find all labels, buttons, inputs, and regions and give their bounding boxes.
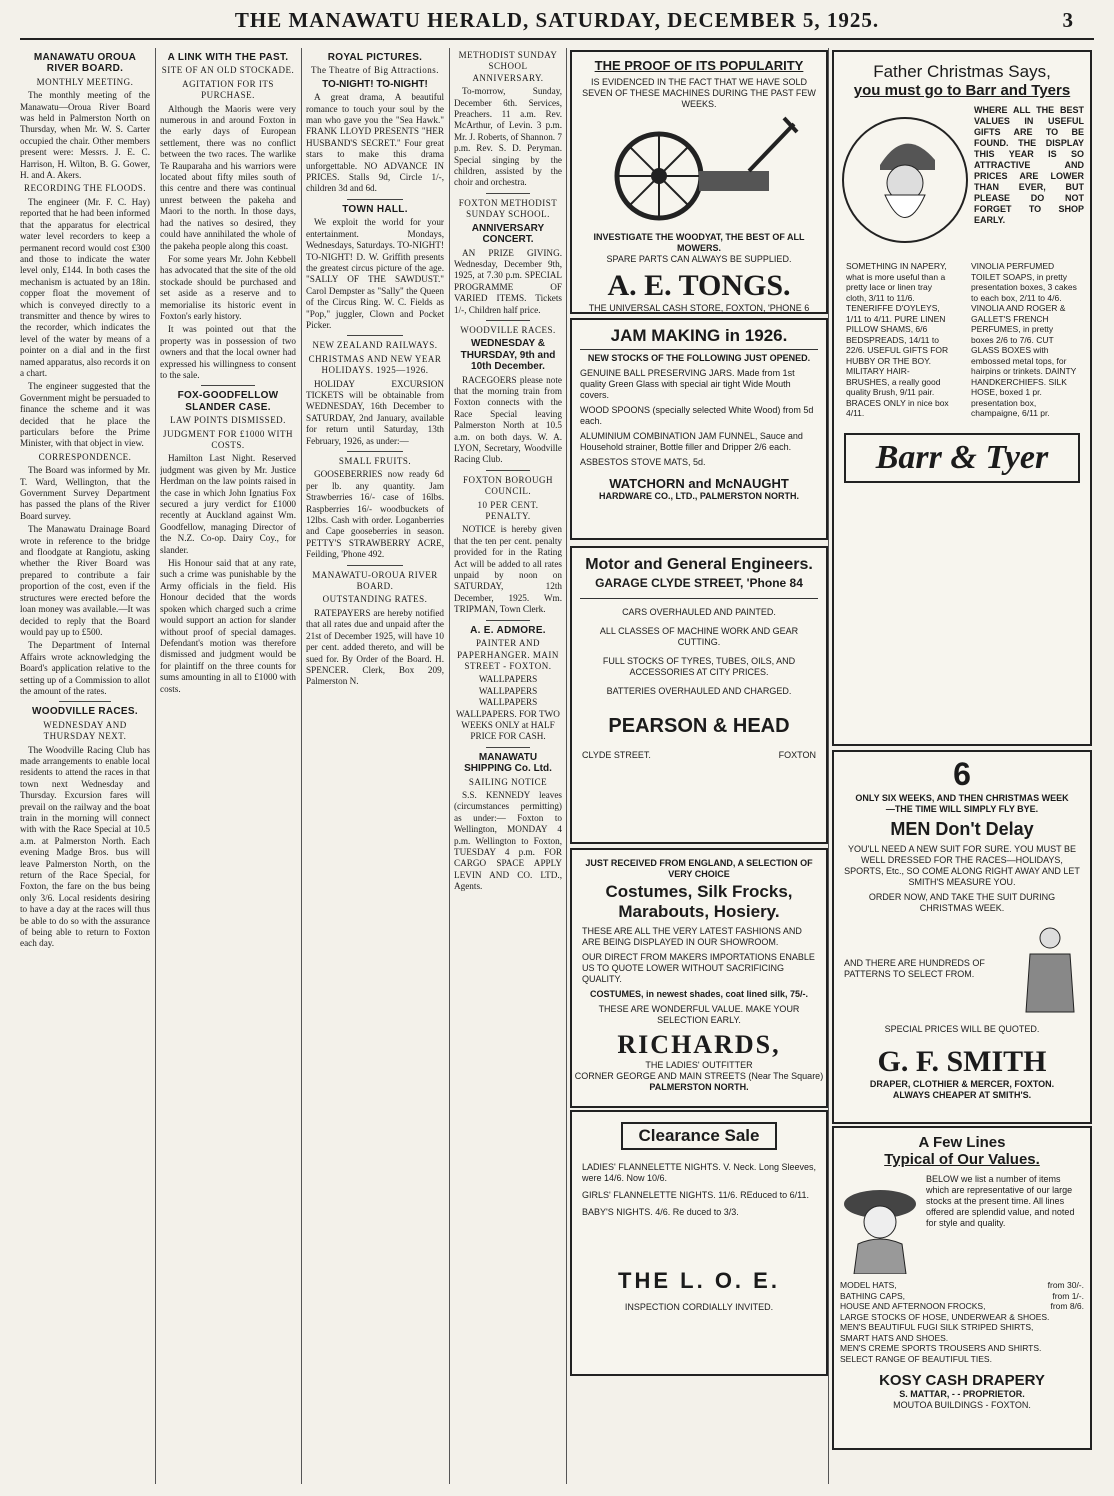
ad-text: OUR DIRECT FROM MAKERS IMPORTATIONS ENABLE US TO QUOTE LOWER WITHOUT SACRIFICING QUALITY. bbox=[582, 952, 815, 984]
list-item bbox=[840, 1343, 1084, 1354]
concert-heading: ANNIVERSARY CONCERT. bbox=[471, 222, 545, 246]
article-paragraph: NOTICE is hereby given that the ten per cent. penalty provided for in the Rating Act will be added to all rates unpaid by noon on SATURDAY, 12th December, 1925. Wm. TRIPMAN, Town Clerk. bbox=[454, 524, 562, 615]
item-price: from 1/-. bbox=[1052, 1290, 1084, 1301]
race-dates: WEDNESDAY & THURSDAY, 9th and 10th December. bbox=[460, 338, 556, 373]
article-paragraph: The Woodville Racing Club has made arrangements to enable local residents to attend the races in that town next Wednesday and Thursday. Excursion fares will prevail on the railway and the boat train in the morning will connect with with the Race Special at 10.5 a.m. at Palmerston North. Each evening Madge Bros. bus will leave Palmerston North, on the return of the Race Special, for Foxton, the fare on the bus being only 3/6. Local residents desiring to have a day at the races will thus be able to do so with the assurance of being able to return to Foxton each day. bbox=[20, 744, 150, 949]
ad-footer: MOUTOA BUILDINGS - FOXTON. bbox=[893, 1400, 1031, 1410]
article-paragraph: To-morrow, Sunday, December 6th. Services, Preachers. 11 a.m. Rev. McArthur, of Levin. 3 p.m. Mr. J. Roberts, of Shannon. 7 p.m. Rev. S. D. Peryman. Special singing by the children, assisted by the choir and orchestra. bbox=[454, 86, 562, 188]
divider bbox=[486, 470, 529, 471]
column-rule bbox=[449, 48, 450, 1484]
ad-text: IS EVIDENCED IN THE FACT THAT WE HAVE SOLD SEVEN OF THESE MACHINES DURING THE PAST FEW WEEKS. bbox=[582, 77, 816, 109]
item-name: SELECT RANGE OF BEAUTIFUL TIES. bbox=[840, 1353, 992, 1364]
ad-text: ALUMINIUM COMBINATION JAM FUNNEL, Sauce and Household strainer, Bottle filler and Dripper 2/6 each. bbox=[580, 431, 803, 452]
ad-brand: WATCHORN and McNAUGHT bbox=[609, 476, 789, 491]
ad-title: Typical of Our Values. bbox=[884, 1151, 1040, 1168]
ad-motor-engineers bbox=[570, 546, 828, 844]
item-name: LARGE STOCKS OF HOSE, UNDERWEAR & SHOES. bbox=[840, 1311, 1050, 1322]
article-paragraph: The Department of Internal Affairs wrote acknowledging the Board's application relative to the setting up of a Commission to allot the amount of the rates. bbox=[20, 640, 150, 696]
ad-title: you must go to Barr and Tyers bbox=[853, 82, 1071, 99]
ad-subtitle: NEW STOCKS OF THE FOLLOWING JUST OPENED. bbox=[587, 353, 811, 363]
divider bbox=[486, 747, 529, 748]
ad-mower bbox=[570, 50, 828, 314]
article-paragraph: The engineer (Mr. F. C. Hay) reported that he had been informed that the apparatus for electrical water level recorders to keep a permanent record would cost £300 and those to indicate the water level only, £144. In both cases the mechanism is actuated by an 18in. copper float the movement of which is conveyed directly to a transmitter and thence by wires to the recorder, which indicates the level of the water by means of a pointer on a dial and in the first named apparatus, also records it on a chart. bbox=[20, 196, 150, 378]
article-paragraph: The engineer suggested that the Government might be persuaded to finance the scheme and it was decided that he place the particulars before the Prime Minister, with that object in view. bbox=[20, 381, 150, 449]
item-price: from 8/6. bbox=[1050, 1301, 1084, 1311]
ad-title: Marabouts, Hosiery. bbox=[618, 902, 780, 921]
article-subheading: SAILING NOTICE bbox=[468, 776, 548, 787]
ad-brand: PEARSON & HEAD bbox=[608, 715, 790, 737]
divider bbox=[580, 598, 818, 599]
article-subheading: SMALL FRUITS. bbox=[338, 456, 412, 466]
ad-title: THE PROOF OF ITS POPULARITY bbox=[594, 58, 804, 73]
ad-text: ONLY SIX WEEKS, AND THEN CHRISTMAS WEEK bbox=[855, 793, 1069, 803]
article-paragraph: His Honour said that at any rate, such a crime was punishable by the Army officials in the field. His Honour decided that the words spoken which charged such a crime would support an action for slander without proof of special damages. Defendant's motion was therefore dismissed and judgment would be for plaintiff on the three counts for sums amounting in all to £1000 with costs. bbox=[160, 558, 296, 694]
ad-text: BATTERIES OVERHAULED AND CHARGED. bbox=[606, 686, 792, 696]
article-paragraph: It was pointed out that the property was in possession of two owners and that the local owner had expressed his willingness to consent to the sale. bbox=[160, 324, 296, 380]
article-subheading: LAW POINTS DISMISSED. bbox=[170, 415, 286, 426]
article-subheading: MONTHLY MEETING. bbox=[36, 76, 134, 87]
list-item bbox=[840, 1301, 1084, 1312]
page-number: 3 bbox=[1062, 8, 1074, 32]
ad-footer: ALWAYS CHEAPER AT SMITH'S. bbox=[892, 1090, 1032, 1100]
ad-title: Father Christmas Says, bbox=[873, 62, 1051, 81]
ad-title: MEN Don't Delay bbox=[890, 819, 1034, 839]
ad-text: THESE ARE WONDERFUL VALUE. MAKE YOUR SELECTION EARLY. bbox=[598, 1004, 800, 1025]
list-item bbox=[840, 1322, 1084, 1333]
masthead-title: THE MANAWATU HERALD, SATURDAY, DECEMBER 5, 1925. bbox=[234, 8, 880, 32]
ad-clearance-sale bbox=[570, 1110, 828, 1376]
ad-text: ORDER NOW, AND TAKE THE SUIT DURING CHRISTMAS WEEK. bbox=[868, 892, 1056, 913]
ad-text: SPECIAL PRICES WILL BE QUOTED. bbox=[884, 1024, 1040, 1034]
list-item bbox=[840, 1312, 1084, 1323]
article-subheading: JUDGMENT FOR £1000 WITH COSTS. bbox=[163, 428, 293, 450]
ad-brand: A. E. TONGS. bbox=[607, 269, 791, 302]
masthead-rule bbox=[20, 38, 1094, 40]
ad-text: GIRLS' FLANNELETTE NIGHTS. 11/6. REduced to 6/11. bbox=[582, 1190, 809, 1200]
masthead bbox=[0, 8, 1114, 33]
article-heading: ROYAL PICTURES. bbox=[327, 52, 423, 63]
item-name: HOUSE AND AFTERNOON FROCKS, bbox=[840, 1301, 986, 1311]
article-subheading: RECORDING THE FLOODS. bbox=[23, 183, 147, 194]
ad-text: GENUINE BALL PRESERVING JARS. Made from 1st quality Green Glass with special air tight Wide Mouth covers. bbox=[580, 368, 795, 400]
ad-footer: CORNER GEORGE AND MAIN STREETS (Near The Square) bbox=[574, 1071, 824, 1081]
ad-brand: THE L. O. E. bbox=[618, 1268, 780, 1293]
column-2 bbox=[160, 48, 296, 1484]
ad-title: A Few Lines bbox=[918, 1134, 1006, 1151]
article-paragraph: Although the Maoris were very numerous in and around Foxton in the early days of European settlement, there was no conflict between the two races. The warlike Te Rauparaha and his warriors were located about fifty miles south of this centre and there was continual unrest between the pakeha and Maori to the north. In those days, had the natives so desired, they could have annihilated the whole of the pakeha people along this coast. bbox=[160, 103, 296, 251]
ad-subtitle: GARAGE CLYDE STREET, 'Phone 84 bbox=[595, 576, 803, 590]
article-subheading: PAINTER AND PAPERHANGER. MAIN STREET - FOXTON. bbox=[457, 638, 559, 671]
ad-brand: Barr & Tyer bbox=[844, 433, 1080, 483]
ad-text: SOMETHING IN NAPERY, what is more useful than a pretty lace or linen tray cloth, 3/11 to 11/6. TENERIFFE D'OYLEYS, 1/11 to 4/11. PURE LINEN PILLOW SHAMS, 6/6 BEDSPREADS, 14/11 to 22/6. USEFUL GIFTS FOR HUBBY OR THE BOY. MILITARY HAIR-BRUSHES, a really good quality Brush, 9/11 pair. BRACES ONLY in nice box 4/11. bbox=[846, 261, 949, 418]
column-rule bbox=[566, 48, 567, 1484]
article-heading: TOWN HALL. bbox=[342, 203, 408, 215]
divider bbox=[486, 193, 529, 194]
ad-text: WOOD SPOONS (specially selected White Wood) from 5d each. bbox=[580, 405, 814, 426]
article-subheading: SITE OF AN OLD STOCKADE. bbox=[161, 65, 295, 76]
ad-text: BABY'S NIGHTS. 4/6. Re duced to 3/3. bbox=[582, 1207, 739, 1217]
list-item bbox=[840, 1280, 1084, 1291]
ad-number: 6 bbox=[953, 756, 971, 792]
article-paragraph: RACEGOERS please note that the morning train from Foxton connects with the Race Special leaving Palmerston North at 10.5 a.m. on both days. W. A. LYON, Secretary, Woodville Racing Club. bbox=[454, 374, 562, 465]
article-subheading: FOXTON BOROUGH COUNCIL. bbox=[462, 474, 554, 497]
article-subheading: AGITATION FOR ITS PURCHASE. bbox=[182, 78, 274, 101]
ad-town: FOXTON bbox=[778, 750, 816, 760]
list-item bbox=[840, 1333, 1084, 1344]
item-list bbox=[834, 1280, 1090, 1364]
article-paragraph: RATEPAYERS are hereby notified that all rates due and unpaid after the 21st of December 1925, will have 10 per cent. added thereto, and will be sued for. By Order of the Board. H. SPENCER. Clerk, Box 209, Palmerston N. bbox=[306, 607, 444, 687]
ad-text: YOU'LL NEED A NEW SUIT FOR SURE. YOU MUST BE WELL DRESSED FOR THE RACES—HOLIDAYS, SPORTS, Etc., SO COME ALONG RIGHT AWAY AND LET SMITH'S MEASURE YOU. bbox=[844, 844, 1080, 887]
ad-footer: THE UNIVERSAL CASH STORE, FOXTON, 'PHONE 6 bbox=[588, 303, 810, 313]
article-heading: A. E. ADMORE. bbox=[470, 624, 546, 636]
ad-g-f-smith bbox=[832, 750, 1092, 1124]
tonight-line: TO-NIGHT! TO-NIGHT! bbox=[322, 78, 428, 90]
ad-text: ASBESTOS STOVE MATS, 5d. bbox=[580, 457, 706, 467]
ad-text: WHERE ALL THE BEST VALUES IN USEFUL GIFTS ARE TO BE FOUND. THE DISPLAY THIS YEAR IS SO ATTRACTIVE AND PRICES ARE LOWER THAN EVER, BUT PLEASE DO NOT FORGET TO SHOP EARLY. bbox=[974, 105, 1084, 225]
ad-text: ALL CLASSES OF MACHINE WORK AND GEAR CUTTING. bbox=[599, 626, 799, 647]
divider bbox=[347, 335, 402, 336]
article-paragraph: S.S. KENNEDY leaves (circumstances permitting) as under:— Foxton to Wellington, MONDAY 4 p.m. Wellington to Foxton, TUESDAY 4 p.m. FOR CARGO SPACE APPLY LEVIN AND CO. LTD., Agents. bbox=[454, 789, 562, 892]
ad-text: CARS OVERHAULED AND PAINTED. bbox=[622, 607, 776, 617]
item-name: MEN'S BEAUTIFUL FUGI SILK STRIPED SHIRTS, bbox=[840, 1322, 1034, 1332]
ad-text: SPARE PARTS CAN ALWAYS BE SUPPLIED. bbox=[606, 254, 792, 264]
ad-footer: THE LADIES' OUTFITTER bbox=[645, 1060, 753, 1070]
ad-barr-and-tyers bbox=[832, 50, 1092, 746]
column-rule bbox=[828, 48, 829, 1484]
divider bbox=[486, 320, 529, 321]
ad-text: —THE TIME WILL SIMPLY FLY BYE. bbox=[885, 804, 1039, 814]
article-subheading: WOODVILLE RACES. bbox=[460, 324, 556, 335]
ad-text: FULL STOCKS OF TYRES, TUBES, OILS, AND ACCESSORIES AT CITY PRICES. bbox=[602, 656, 796, 677]
column-3 bbox=[306, 48, 444, 1484]
article-subheading: MANAWATU-OROUA RIVER BOARD. bbox=[312, 569, 438, 592]
shipping-heading: MANAWATU SHIPPING Co. Ltd. bbox=[464, 751, 552, 775]
ad-footer bbox=[582, 750, 816, 761]
divider bbox=[347, 565, 402, 566]
article-paragraph: Hamilton Last Night. Reserved judgment was given by Mr. Justice Herdman on the law points raised in the case in which John Ignatius Fox secured a jury verdict for £1000 recently at Auckland against Wm. Goodfellow, managing Director of the N.Z. Co-op. Dairy Coy., for slander. bbox=[160, 453, 296, 555]
divider bbox=[486, 620, 529, 621]
article-subheading: METHODIST SUNDAY SCHOOL ANNIVERSARY. bbox=[458, 50, 558, 83]
article-paragraph: The Manawatu Drainage Board wrote in reference to the bridge and floodgate at Rangiotu, asking whether the River Board was prepared to contribute a fair proportion of the cost, even if the structures were erected before the loan money was available.—It was decided to reply that the Board would pay up to £500. bbox=[20, 524, 150, 637]
divider bbox=[580, 349, 818, 350]
article-subheading: CHRISTMAS AND NEW YEAR HOLIDAYS. 1925—1926. bbox=[308, 353, 442, 376]
father-christmas-illustration bbox=[840, 105, 970, 255]
article-paragraph: For some years Mr. John Kebbell has advocated that the site of the old stockade should be purchased and set aside as a reserve and to memorialise its historic event in Foxton's early history. bbox=[160, 253, 296, 321]
ad-footer: S. MATTAR, - - PROPRIETOR. bbox=[899, 1389, 1025, 1399]
item-name: MODEL HATS, bbox=[840, 1280, 897, 1290]
item-price: from 30/-. bbox=[1047, 1280, 1084, 1290]
article-paragraph: AN PRIZE GIVING. Wednesday, December 9th, 1925, at 7.30 p.m. SPECIAL PROGRAMME OF VARIED ITEMS. Tickets 1/-, Children half price. bbox=[454, 247, 562, 315]
ad-footer: HARDWARE CO., LTD., PALMERSTON NORTH. bbox=[599, 491, 799, 501]
man-in-suit-illustration bbox=[1020, 924, 1080, 1014]
column-1 bbox=[20, 48, 150, 1484]
item-name: BATHING CAPS, bbox=[840, 1290, 906, 1301]
ad-text: AND THERE ARE HUNDREDS OF PATTERNS TO SELECT FROM. bbox=[844, 958, 985, 979]
ad-text: COSTUMES, in newest shades, coat lined silk, 75/-. bbox=[589, 989, 809, 999]
ad-text: THESE ARE ALL THE VERY LATEST FASHIONS AND ARE BEING DISPLAYED IN OUR SHOWROOM. bbox=[582, 926, 802, 947]
list-item bbox=[840, 1354, 1084, 1365]
article-subheading: 10 PER CENT. PENALTY. bbox=[477, 499, 539, 522]
ad-address: CLYDE STREET. bbox=[582, 750, 651, 760]
ad-kosy-cash-drapery bbox=[832, 1126, 1092, 1450]
ad-jam-making bbox=[570, 318, 828, 540]
article-paragraph: HOLIDAY EXCURSION TICKETS will be obtainable from WEDNESDAY, 16th December to SATURDAY, 2nd January, available for return until Saturday, 13th February, 1926, as under:— bbox=[306, 378, 444, 446]
divider bbox=[347, 199, 402, 200]
article-paragraph: A great drama, A beautiful romance to touch your soul by the man who gave you the "Sea Hawk." FRANK LLOYD PRESENTS "HER HUSBAND'S SECRET." Four great stars to make this drama unforgettable. NO ADVANCE IN PRICES. Stalls 9d, Circle 1/-, children 3d and 6d. bbox=[306, 92, 444, 194]
article-heading: A LINK WITH THE PAST. bbox=[167, 52, 289, 63]
article-subheading: OUTSTANDING RATES. bbox=[322, 594, 428, 605]
article-paragraph: The monthly meeting of the Manawatu—Oroua River Board was held in Palmerston North on Thursday, when Mr. W. S. Carter occupied the chair. Other members present were: Messrs. J. E. C. Harrison, H. Wilton, B. G. Gower, H. and A. Akers. bbox=[20, 90, 150, 181]
item-name: SMART HATS AND SHOES. bbox=[840, 1332, 949, 1343]
ad-title: Clearance Sale bbox=[621, 1122, 778, 1150]
lady-in-hat-illustration bbox=[840, 1174, 920, 1274]
ad-text: INVESTIGATE THE WOODYAT, THE BEST OF ALL MOWERS. bbox=[593, 232, 805, 253]
ad-footer: DRAPER, CLOTHIER & MERCER, FOXTON. bbox=[869, 1079, 1055, 1089]
ad-text: LADIES' FLANNELETTE NIGHTS. V. Neck. Long Sleeves, were 14/6. Now 10/6. bbox=[582, 1162, 816, 1183]
article-paragraph: WALLPAPERS WALLPAPERS WALLPAPERS WALLPAPERS. FOR TWO WEEKS ONLY at HALF PRICE FOR CASH. bbox=[456, 674, 560, 742]
column-rule bbox=[155, 48, 156, 1484]
column-4 bbox=[454, 48, 562, 1484]
ad-title: Costumes, Silk Frocks, bbox=[605, 882, 793, 901]
lawn-mower-illustration bbox=[599, 116, 799, 226]
ad-footer: PALMERSTON NORTH. bbox=[649, 1082, 749, 1092]
column-rule bbox=[301, 48, 302, 1484]
article-subheading: The Theatre of Big Attractions. bbox=[310, 65, 440, 76]
ad-title: JAM MAKING in 1926. bbox=[610, 326, 788, 345]
list-item bbox=[840, 1291, 1084, 1302]
ad-brand: KOSY CASH DRAPERY bbox=[879, 1372, 1045, 1389]
divider bbox=[59, 701, 111, 702]
article-heading: WOODVILLE RACES. bbox=[32, 706, 138, 718]
article-heading: MANAWATU OROUA RIVER BOARD. bbox=[33, 52, 137, 75]
article-subheading: WEDNESDAY AND THURSDAY NEXT. bbox=[43, 719, 127, 742]
article-subheading: NEW ZEALAND RAILWAYS. bbox=[312, 340, 438, 351]
article-paragraph: GOOSEBERRIES now ready 6d per lb. any quantity. Jam Strawberries 16/- case of 16lbs. Raspberries 16/- woodbuckets of 12lbs. Cash with order. Loganberries and Cape gooseberries in season. PETTY'S STRAWBERRY ACRE, Feilding, 'Phone 492. bbox=[306, 469, 444, 560]
divider bbox=[347, 451, 402, 452]
ad-text: BELOW we list a number of items which are representative of our large stocks at the present time. All lines offered are splendid value, and noted for style and quality. bbox=[926, 1174, 1075, 1228]
article-subheading: FOXTON METHODIST SUNDAY SCHOOL. bbox=[458, 197, 558, 220]
item-name: MEN'S CREME SPORTS TROUSERS AND SHIRTS. bbox=[840, 1343, 1042, 1353]
ad-brand: RICHARDS, bbox=[617, 1030, 781, 1059]
article-paragraph: We exploit the world for your entertainment. Mondays, Wednesdays, Saturdays. TO-NIGHT! TO-NIGHT! D. W. Griffith presents the greatest circus picture of the age. "SALLY OF THE SAWDUST." Carol Dempster as "Sally" the Queen of the Circus Ring. W. C. Fields as "Pop," juggler, Clown and Pocket Picker. bbox=[306, 217, 444, 330]
ad-brand: G. F. SMITH bbox=[877, 1045, 1047, 1078]
ad-footer: INSPECTION CORDIALLY INVITED. bbox=[624, 1302, 774, 1312]
ad-costumes bbox=[570, 848, 828, 1108]
ad-title: Motor and General Engineers. bbox=[585, 556, 813, 573]
divider bbox=[201, 385, 255, 386]
article-heading: FOX-GOODFELLOW SLANDER CASE. bbox=[177, 390, 279, 413]
ad-text: JUST RECEIVED FROM ENGLAND, A SELECTION OF VERY CHOICE bbox=[585, 858, 813, 879]
article-paragraph: The Board was informed by Mr. T. Ward, Wellington, that the Government Survey Department has passed the plans of the River Board survey. bbox=[20, 465, 150, 521]
article-subheading: CORRESPONDENCE. bbox=[38, 451, 132, 462]
ad-text: VINOLIA PERFUMED TOILET SOAPS, in pretty presentation boxes, 3 cakes to each box, 2/11 to 4/6. VINOLIA AND ROGER & GALLET'S FRENCH PERFUMES, in pretty boxes 2/6 to 7/6. CUT GLASS BOXES with embossed metal tops, for hairpins or trinkets. DAINTY HANDKERCHIEFS. SILK HOSE, boxed 1 pr. presentation box, champaigne, 6/11 pr. bbox=[971, 261, 1077, 418]
